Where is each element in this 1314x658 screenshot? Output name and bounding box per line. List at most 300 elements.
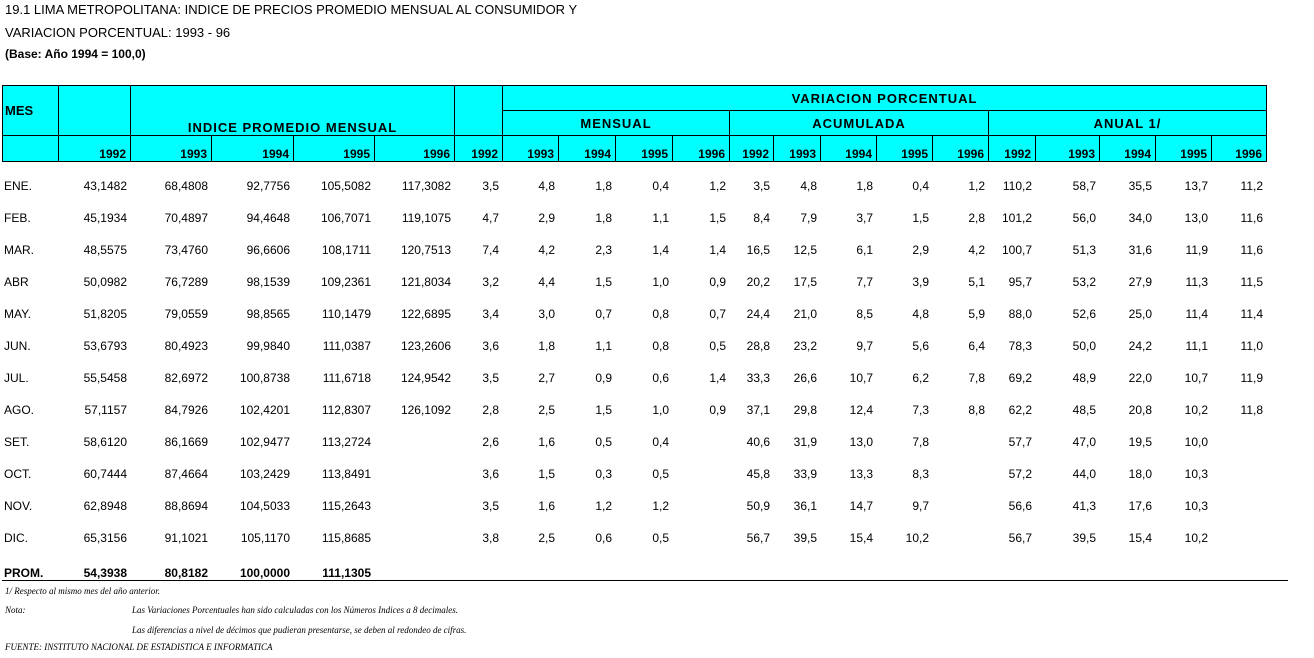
table-cell: 13,7 xyxy=(1184,179,1208,193)
table-cell: 3,5 xyxy=(482,179,499,193)
table-cell: 8,3 xyxy=(912,467,929,481)
table-cell: 53,6793 xyxy=(83,339,127,353)
table-cell: 1,8 xyxy=(595,211,612,225)
header-year: 1993 xyxy=(774,136,821,162)
table-cell: 10,2 xyxy=(1184,531,1208,545)
table-cell: 21,0 xyxy=(793,307,817,321)
table-cell: 91,1021 xyxy=(164,531,208,545)
table-cell: 13,0 xyxy=(849,435,873,449)
table-cell: 102,4201 xyxy=(239,403,290,417)
table-cell: 4,8 xyxy=(912,307,929,321)
table-row xyxy=(2,426,1266,458)
table-cell: 62,2 xyxy=(1008,403,1032,417)
table-cell: 3,6 xyxy=(482,339,499,353)
table-cell: 110,1479 xyxy=(321,307,371,321)
table-cell: 111,6718 xyxy=(322,371,371,385)
table-cell: 2,9 xyxy=(538,211,555,225)
header-year: 1993 xyxy=(503,136,559,162)
table-cell: 11,6 xyxy=(1240,211,1263,225)
table-cell: 56,0 xyxy=(1072,211,1096,225)
header-year: 1994 xyxy=(212,136,294,162)
table-cell xyxy=(1211,458,1266,490)
header-year: 1996 xyxy=(933,136,989,162)
month-label: DIC. xyxy=(4,531,28,545)
table-cell: 3,6 xyxy=(482,467,499,481)
table-cell: 51,8205 xyxy=(83,307,127,321)
header-year: 1994 xyxy=(1100,136,1156,162)
table-cell: 109,2361 xyxy=(320,275,371,289)
header-year: 1996 xyxy=(375,136,455,162)
table-cell: 102,9477 xyxy=(239,435,290,449)
table-cell: 124,9542 xyxy=(400,371,451,385)
table-cell: 14,7 xyxy=(849,499,873,513)
table-cell: 104,5033 xyxy=(239,499,290,513)
table-cell: 126,1092 xyxy=(400,403,451,417)
header-year: 1992 xyxy=(59,136,131,162)
table-cell: 29,8 xyxy=(793,403,817,417)
table-cell: 1,5 xyxy=(595,403,612,417)
table-cell: 57,7 xyxy=(1008,435,1032,449)
table-cell: 6,1 xyxy=(856,243,873,257)
month-label: MAY. xyxy=(4,307,31,321)
month-label: OCT. xyxy=(4,467,32,481)
table-row xyxy=(2,394,1266,426)
table-cell xyxy=(932,522,988,554)
table-cell: 11,3 xyxy=(1185,275,1208,289)
table-cell: 2,9 xyxy=(912,243,929,257)
table-cell: 103,2429 xyxy=(239,467,290,481)
header-mes: MES xyxy=(3,86,59,136)
table-cell: 9,7 xyxy=(912,499,929,513)
table-cell: 56,6 xyxy=(1008,499,1032,513)
table-cell: 62,8948 xyxy=(83,499,127,513)
table-cell: 1,5 xyxy=(912,211,929,225)
table-cell: 10,2 xyxy=(905,531,929,545)
table-cell: 6,2 xyxy=(912,371,929,385)
table-cell: 87,4664 xyxy=(164,467,208,481)
table-cell: 11,6 xyxy=(1240,243,1263,257)
table-cell: 1,8 xyxy=(856,179,873,193)
table-cell: 1,1 xyxy=(652,211,669,225)
table-cell: 50,0 xyxy=(1072,339,1096,353)
table-cell: 98,1539 xyxy=(246,275,290,289)
table-row xyxy=(2,362,1266,394)
table-cell: 0,6 xyxy=(652,371,669,385)
table-cell: 1,2 xyxy=(709,179,726,193)
table-cell: 53,2 xyxy=(1072,275,1096,289)
table-row xyxy=(2,490,1266,522)
table-cell xyxy=(932,458,988,490)
table-cell: 1,5 xyxy=(709,211,726,225)
table-cell: 76,7289 xyxy=(164,275,208,289)
table-cell: 88,8694 xyxy=(164,499,208,513)
table-cell: 13,3 xyxy=(849,467,873,481)
table-cell: 0,4 xyxy=(912,179,929,193)
table-cell: 80,4923 xyxy=(164,339,208,353)
table-cell: 16,5 xyxy=(746,243,770,257)
table-cell: 3,7 xyxy=(856,211,873,225)
header-years xyxy=(3,136,1267,162)
table-cell: 115,8685 xyxy=(321,531,371,545)
table-cell: 50,0982 xyxy=(83,275,127,289)
table-cell: 7,7 xyxy=(856,275,873,289)
table-cell: 0,4 xyxy=(652,179,669,193)
table-cell: 6,4 xyxy=(968,339,985,353)
table-cell: 0,8 xyxy=(652,307,669,321)
table-cell: 31,6 xyxy=(1128,243,1152,257)
table-row xyxy=(2,170,1266,202)
table-cell: 113,8491 xyxy=(321,467,371,481)
table-cell: 99,9840 xyxy=(246,339,290,353)
table-cell: 119,1075 xyxy=(401,211,451,225)
header-year: 1993 xyxy=(131,136,212,162)
table-cell: 0,7 xyxy=(709,307,726,321)
table-cell: 11,9 xyxy=(1240,371,1263,385)
table-cell: 3,8 xyxy=(482,531,499,545)
header-indice: INDICE PROMEDIO MENSUAL xyxy=(131,86,455,136)
header-year: 1993 xyxy=(1036,136,1100,162)
table-cell: 1,2 xyxy=(595,499,612,513)
header-year: 1995 xyxy=(294,136,375,162)
table-cell: 8,8 xyxy=(968,403,985,417)
table-cell: 0,9 xyxy=(595,371,612,385)
table-cell: 94,4648 xyxy=(246,211,290,225)
table-cell: 22,0 xyxy=(1128,371,1152,385)
table-cell: 31,9 xyxy=(793,435,817,449)
month-label: NOV. xyxy=(4,499,33,513)
table-row xyxy=(2,234,1266,266)
table-cell: 4,8 xyxy=(800,179,817,193)
table-cell: 11,4 xyxy=(1240,307,1263,321)
table-cell: 0,5 xyxy=(595,435,612,449)
table-cell: 11,5 xyxy=(1240,275,1263,289)
table-cell: 12,5 xyxy=(793,243,817,257)
table-cell: 121,8034 xyxy=(400,275,451,289)
table-cell: 4,7 xyxy=(482,211,499,225)
data-table xyxy=(2,170,1266,554)
table-cell: 0,6 xyxy=(595,531,612,545)
table-cell: 79,0559 xyxy=(164,307,208,321)
nota-text-2: Las diferencias a nivel de décimos que pudieran presentarse, se deben al redondeo de cifras. xyxy=(132,625,467,635)
header-year: 1995 xyxy=(877,136,933,162)
table-cell: 2,7 xyxy=(538,371,555,385)
table-cell: 15,4 xyxy=(1128,531,1152,545)
table-cell: 0,8 xyxy=(652,339,669,353)
header-year: 1994 xyxy=(821,136,877,162)
header-blank xyxy=(3,136,59,162)
table-cell: 11,9 xyxy=(1185,243,1208,257)
table-cell xyxy=(1211,426,1266,458)
table-cell: 5,9 xyxy=(968,307,985,321)
month-label: ABR xyxy=(4,275,29,289)
table-cell: 3,2 xyxy=(482,275,499,289)
table-cell: 10,7 xyxy=(1184,371,1208,385)
table-cell: 1,0 xyxy=(652,275,669,289)
table-cell: 65,3156 xyxy=(83,531,127,545)
table-cell: 20,2 xyxy=(746,275,770,289)
table-cell: 95,7 xyxy=(1008,275,1032,289)
table-cell: 7,8 xyxy=(912,435,929,449)
table-cell: 112,8307 xyxy=(321,403,371,417)
table-cell: 0,9 xyxy=(709,403,726,417)
table-cell: 106,7071 xyxy=(320,211,371,225)
table-cell: 7,4 xyxy=(482,243,499,257)
table-cell: 1,8 xyxy=(538,339,555,353)
table-cell: 39,5 xyxy=(1072,531,1096,545)
header-year: 1996 xyxy=(673,136,730,162)
table-cell: 34,0 xyxy=(1128,211,1152,225)
prom-value: 54,3938 xyxy=(83,566,127,580)
table-cell: 17,5 xyxy=(793,275,817,289)
table-cell: 39,5 xyxy=(793,531,817,545)
table-cell: 78,3 xyxy=(1008,339,1032,353)
table-cell xyxy=(672,458,729,490)
table-cell: 123,2606 xyxy=(400,339,451,353)
table-cell: 41,3 xyxy=(1072,499,1096,513)
month-label: SET. xyxy=(4,435,30,449)
table-cell xyxy=(1211,490,1266,522)
footnote-1: 1/ Respecto al mismo mes del año anterior. xyxy=(5,586,160,596)
table-cell: 13,0 xyxy=(1184,211,1208,225)
table-cell: 11,8 xyxy=(1240,403,1263,417)
header-year: 1996 xyxy=(1212,136,1267,162)
table-cell: 52,6 xyxy=(1072,307,1096,321)
prom-value: 111,1305 xyxy=(322,566,371,580)
table-title-line1: 19.1 LIMA METROPOLITANA: INDICE DE PRECIOS PROMEDIO MENSUAL AL CONSUMIDOR Y xyxy=(5,2,578,17)
prom-label: PROM. xyxy=(4,566,44,580)
footer-rule xyxy=(2,580,1288,581)
table-cell: 18,0 xyxy=(1128,467,1152,481)
table-cell: 35,5 xyxy=(1128,179,1152,193)
table-cell: 7,9 xyxy=(800,211,817,225)
header-year: 1995 xyxy=(1156,136,1212,162)
table-cell: 1,6 xyxy=(538,435,555,449)
table-cell: 108,1711 xyxy=(321,243,371,257)
table-cell: 25,0 xyxy=(1128,307,1152,321)
fuente-note: FUENTE: INSTITUTO NACIONAL DE ESTADISTICA E INFORMATICA xyxy=(5,642,273,652)
table-cell: 100,8738 xyxy=(239,371,290,385)
table-cell: 115,2643 xyxy=(321,499,371,513)
table-cell: 101,2 xyxy=(1001,211,1032,225)
table-cell: 60,7444 xyxy=(83,467,127,481)
table-cell: 58,6120 xyxy=(83,435,127,449)
table-cell: 11,4 xyxy=(1185,307,1208,321)
header-blank xyxy=(455,86,503,136)
table-cell: 86,1669 xyxy=(164,435,208,449)
table-cell: 45,8 xyxy=(746,467,770,481)
table-cell: 2,5 xyxy=(538,403,555,417)
table-cell: 10,3 xyxy=(1184,467,1208,481)
table-row xyxy=(2,202,1266,234)
table-cell xyxy=(1211,522,1266,554)
table-cell: 92,7756 xyxy=(246,179,290,193)
table-cell: 3,5 xyxy=(482,499,499,513)
table-row xyxy=(2,266,1266,298)
table-cell xyxy=(374,426,454,458)
table-row xyxy=(2,458,1266,490)
table-cell: 3,9 xyxy=(912,275,929,289)
table-cell: 88,0 xyxy=(1008,307,1032,321)
header-variacion: VARIACION PORCENTUAL xyxy=(503,86,1267,111)
table-cell: 84,7926 xyxy=(164,403,208,417)
table-cell: 73,4760 xyxy=(164,243,208,257)
table-cell: 7,3 xyxy=(912,403,929,417)
table-cell: 69,2 xyxy=(1008,371,1032,385)
table-cell: 20,8 xyxy=(1128,403,1152,417)
table-cell: 15,4 xyxy=(849,531,873,545)
table-cell: 5,6 xyxy=(912,339,929,353)
table-cell: 1,8 xyxy=(595,179,612,193)
table-cell: 4,2 xyxy=(968,243,985,257)
table-cell: 11,2 xyxy=(1240,179,1263,193)
table-cell: 57,1157 xyxy=(84,403,127,417)
nota-label: Nota: xyxy=(5,605,26,615)
table-cell: 1,0 xyxy=(652,403,669,417)
table-cell: 3,4 xyxy=(482,307,499,321)
table-cell: 48,5575 xyxy=(83,243,127,257)
table-cell: 0,7 xyxy=(595,307,612,321)
table-cell: 11,0 xyxy=(1240,339,1263,353)
table-cell: 3,5 xyxy=(482,371,499,385)
table-cell: 96,6606 xyxy=(246,243,290,257)
table-cell: 48,9 xyxy=(1072,371,1096,385)
table-cell: 45,1934 xyxy=(83,211,127,225)
table-cell: 1,2 xyxy=(968,179,985,193)
table-cell: 98,8565 xyxy=(246,307,290,321)
table-cell: 33,9 xyxy=(793,467,817,481)
table-row xyxy=(2,298,1266,330)
table-cell: 56,7 xyxy=(1008,531,1032,545)
table-cell: 0,3 xyxy=(595,467,612,481)
table-cell xyxy=(932,490,988,522)
table-cell: 8,5 xyxy=(856,307,873,321)
table-cell xyxy=(374,522,454,554)
table-cell: 82,6972 xyxy=(164,371,208,385)
table-cell: 57,2 xyxy=(1008,467,1032,481)
table-cell: 0,5 xyxy=(652,467,669,481)
table-cell: 37,1 xyxy=(746,403,770,417)
table-cell: 2,8 xyxy=(482,403,499,417)
table-cell: 10,2 xyxy=(1184,403,1208,417)
table-cell: 50,9 xyxy=(746,499,770,513)
prom-value: 80,8182 xyxy=(164,566,208,580)
table-cell: 1,6 xyxy=(538,499,555,513)
table-cell xyxy=(672,426,729,458)
table-cell: 1,4 xyxy=(709,243,726,257)
table-cell: 105,1170 xyxy=(240,531,290,545)
table-cell: 27,9 xyxy=(1128,275,1152,289)
table-cell: 1,2 xyxy=(652,499,669,513)
table-cell: 51,3 xyxy=(1072,243,1096,257)
table-cell: 26,6 xyxy=(793,371,817,385)
table-cell: 9,7 xyxy=(856,339,873,353)
table-cell: 120,7513 xyxy=(400,243,451,257)
table-cell: 4,4 xyxy=(538,275,555,289)
table-cell: 1,4 xyxy=(709,371,726,385)
table-cell: 2,6 xyxy=(482,435,499,449)
table-header xyxy=(2,85,1267,162)
table-cell: 2,5 xyxy=(538,531,555,545)
month-label: AGO. xyxy=(4,403,35,417)
table-cell: 40,6 xyxy=(746,435,770,449)
table-cell: 3,0 xyxy=(538,307,555,321)
table-cell xyxy=(932,426,988,458)
table-cell: 10,3 xyxy=(1184,499,1208,513)
table-cell: 23,2 xyxy=(793,339,817,353)
table-cell: 19,5 xyxy=(1128,435,1152,449)
table-cell: 0,5 xyxy=(709,339,726,353)
table-title-line2: VARIACION PORCENTUAL: 1993 - 96 xyxy=(5,25,231,40)
table-cell: 68,4808 xyxy=(164,179,208,193)
table-cell: 1,4 xyxy=(652,243,669,257)
header-year: 1995 xyxy=(616,136,673,162)
table-row xyxy=(2,522,1266,554)
table-cell: 33,3 xyxy=(746,371,770,385)
table-cell: 58,7 xyxy=(1072,179,1096,193)
header-mensual: MENSUAL xyxy=(503,111,730,136)
table-cell: 12,4 xyxy=(849,403,873,417)
table-cell: 44,0 xyxy=(1072,467,1096,481)
table-cell xyxy=(374,458,454,490)
table-cell: 4,8 xyxy=(538,179,555,193)
table-cell: 2,8 xyxy=(968,211,985,225)
table-base-note: (Base: Año 1994 = 100,0) xyxy=(5,47,146,61)
table-cell xyxy=(672,490,729,522)
table-cell: 7,8 xyxy=(968,371,985,385)
table-cell: 4,2 xyxy=(538,243,555,257)
table-cell: 56,7 xyxy=(746,531,770,545)
table-cell: 3,5 xyxy=(753,179,770,193)
table-row xyxy=(2,330,1266,362)
table-cell xyxy=(672,522,729,554)
table-cell: 2,3 xyxy=(595,243,612,257)
table-cell: 117,3082 xyxy=(401,179,451,193)
table-cell: 0,4 xyxy=(652,435,669,449)
header-year: 1992 xyxy=(989,136,1036,162)
header-acumulada: ACUMULADA xyxy=(730,111,989,136)
table-cell: 100,7 xyxy=(1001,243,1032,257)
table-cell: 113,2724 xyxy=(321,435,371,449)
table-cell: 111,0387 xyxy=(322,339,371,353)
table-cell: 55,5458 xyxy=(83,371,127,385)
table-cell: 48,5 xyxy=(1072,403,1096,417)
table-cell xyxy=(374,490,454,522)
table-cell: 5,1 xyxy=(968,275,985,289)
table-cell: 28,8 xyxy=(746,339,770,353)
table-cell: 17,6 xyxy=(1128,499,1152,513)
header-year: 1992 xyxy=(455,136,503,162)
header-blank xyxy=(59,86,131,136)
table-cell: 70,4897 xyxy=(164,211,208,225)
table-cell: 24,4 xyxy=(746,307,770,321)
table-cell: 10,0 xyxy=(1184,435,1208,449)
table-cell: 11,1 xyxy=(1185,339,1208,353)
table-cell: 1,1 xyxy=(595,339,612,353)
table-cell: 47,0 xyxy=(1072,435,1096,449)
table-cell: 43,1482 xyxy=(83,179,127,193)
table-cell: 36,1 xyxy=(793,499,817,513)
header-year: 1992 xyxy=(730,136,774,162)
header-anual: ANUAL 1/ xyxy=(989,111,1267,136)
month-label: FEB. xyxy=(4,211,31,225)
table-cell: 24,2 xyxy=(1128,339,1152,353)
table-cell: 105,5082 xyxy=(320,179,371,193)
month-label: JUN. xyxy=(4,339,31,353)
table-cell: 8,4 xyxy=(753,211,770,225)
table-cell: 110,2 xyxy=(1002,179,1032,193)
table-cell: 0,5 xyxy=(652,531,669,545)
nota-text-1: Las Variaciones Porcentuales han sido calculadas con los Números Indices a 8 decimales. xyxy=(132,605,459,615)
